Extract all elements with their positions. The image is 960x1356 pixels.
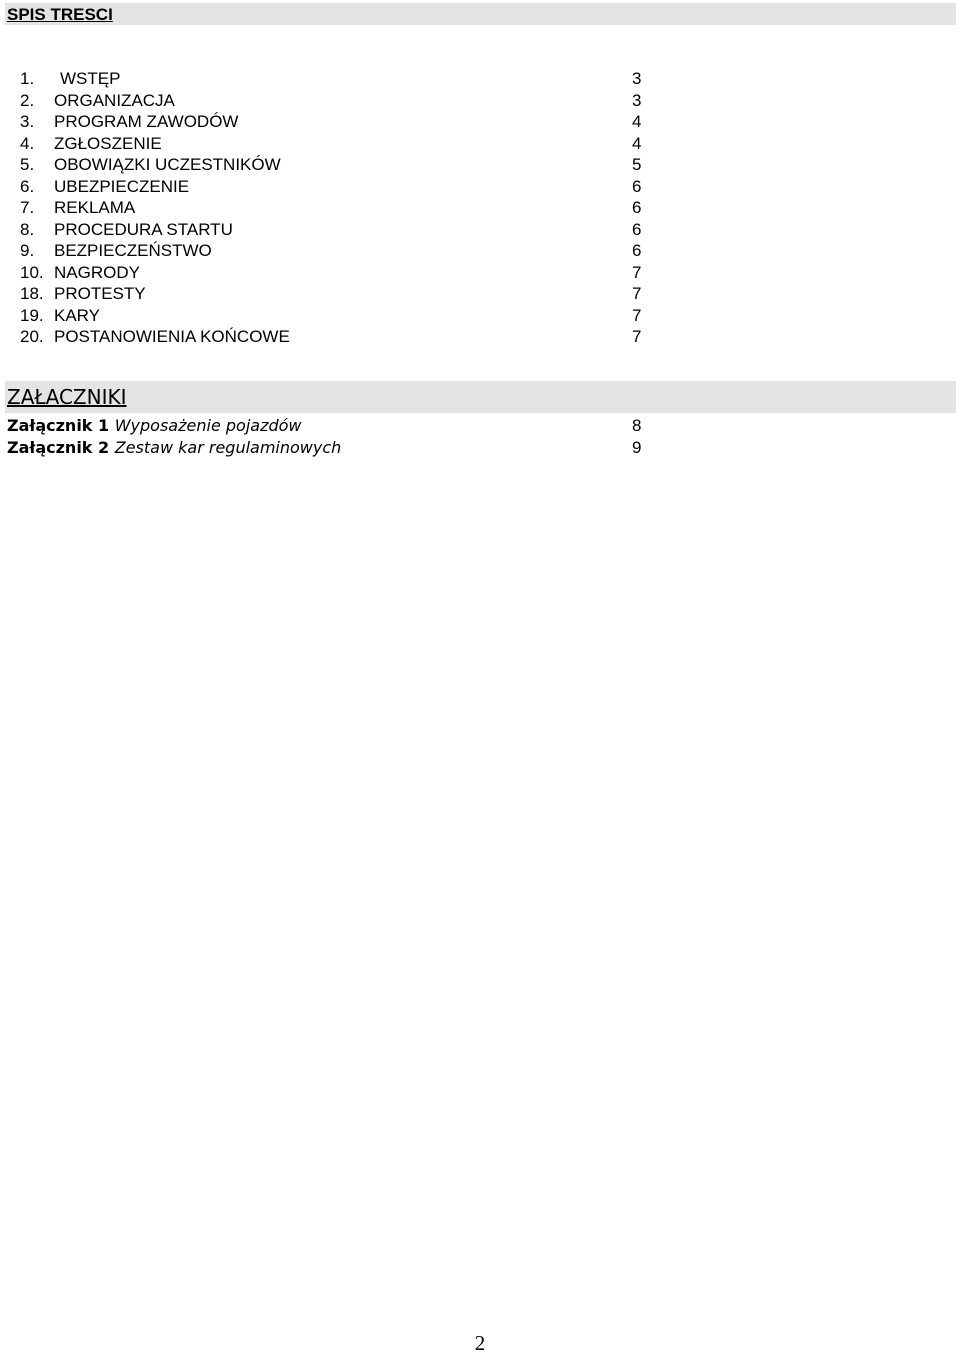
- toc-item-number: 2.: [20, 90, 35, 110]
- toc-item[interactable]: [0, 219, 700, 241]
- toc-item[interactable]: [0, 197, 700, 219]
- toc-item-page: 7: [632, 305, 642, 325]
- toc-item-number: 5.: [20, 155, 35, 174]
- toc-item-page: 6: [632, 219, 642, 239]
- attachment-label-text: Załącznik 2: [7, 438, 110, 457]
- toc-item[interactable]: [0, 68, 700, 90]
- toc-item-title: PROGRAM ZAWODÓW: [54, 112, 239, 131]
- toc-item[interactable]: [0, 240, 700, 262]
- attachment-item[interactable]: [0, 415, 700, 437]
- attachment-label: [7, 437, 341, 459]
- toc-item-title: ORGANIZACJA: [54, 90, 175, 110]
- toc-item-title: OBOWIĄZKI UCZESTNIKÓW: [54, 155, 281, 174]
- toc-item-title: WSTĘP: [60, 69, 121, 88]
- toc-item-title: PROCEDURA STARTU: [54, 219, 233, 239]
- toc-item[interactable]: [0, 283, 700, 305]
- attachment-label: [7, 415, 302, 437]
- toc-item-title: ZGŁOSZENIE: [54, 133, 162, 153]
- toc-item-number: 18.: [20, 284, 44, 303]
- toc-item-page: 4: [632, 133, 642, 153]
- toc-item-title: REKLAMA: [54, 198, 136, 217]
- toc-list: [0, 68, 700, 348]
- toc-item-title: PROTESTY: [54, 284, 146, 303]
- toc-item-number: 9.: [20, 241, 35, 260]
- toc-item-number: 19.: [20, 305, 44, 325]
- toc-item[interactable]: [0, 176, 700, 198]
- attachments-heading: ZAŁACZNIKI: [7, 385, 127, 409]
- toc-item-title: NAGRODY: [54, 262, 140, 282]
- attachment-label-text: Załącznik 1: [7, 416, 110, 435]
- toc-item[interactable]: [0, 262, 700, 284]
- toc-item-number: 8.: [20, 219, 35, 239]
- toc-item-number: 3.: [20, 112, 35, 131]
- toc-item-page: 3: [632, 90, 642, 110]
- toc-heading: SPIS TRESCI: [7, 5, 113, 24]
- toc-item[interactable]: [0, 326, 700, 348]
- toc-item-page: 7: [632, 327, 642, 346]
- attachment-page: 8: [632, 416, 642, 435]
- attachments-list: [0, 415, 700, 459]
- toc-item-title: UBEZPIECZENIE: [54, 176, 190, 196]
- toc-item[interactable]: [0, 90, 700, 112]
- toc-item-page: 6: [632, 176, 642, 196]
- attachment-description: Zestaw kar regulaminowych: [114, 438, 342, 457]
- toc-item-number: 10.: [20, 262, 44, 282]
- toc-item-number: 20.: [20, 327, 44, 346]
- toc-item-title: POSTANOWIENIA KOŃCOWE: [54, 327, 290, 346]
- toc-item-number: 6.: [20, 176, 35, 196]
- toc-item-number: 4.: [20, 133, 35, 153]
- toc-item-page: 4: [632, 112, 642, 131]
- toc-item[interactable]: [0, 154, 700, 176]
- toc-item-number: 7.: [20, 198, 35, 217]
- attachment-page: 9: [632, 438, 642, 457]
- attachment-description: Wyposażenie pojazdów: [114, 416, 302, 435]
- toc-item-title: KARY: [54, 305, 100, 325]
- toc-item-page: 7: [632, 284, 642, 303]
- toc-heading-bar: [5, 3, 956, 25]
- toc-item[interactable]: [0, 111, 700, 133]
- toc-item-page: 5: [632, 155, 642, 174]
- attachments-heading-bar: [5, 381, 956, 413]
- toc-item[interactable]: [0, 133, 700, 155]
- toc-item-page: 6: [632, 198, 642, 217]
- toc-item[interactable]: [0, 305, 700, 327]
- page-number: 2: [474, 1331, 486, 1355]
- toc-item-page: 7: [632, 262, 642, 282]
- toc-item-page: 6: [632, 241, 642, 260]
- toc-item-title: BEZPIECZEŃSTWO: [54, 241, 212, 260]
- attachment-item[interactable]: [0, 437, 700, 459]
- toc-item-page: 3: [632, 69, 642, 88]
- toc-item-number: 1.: [20, 69, 35, 88]
